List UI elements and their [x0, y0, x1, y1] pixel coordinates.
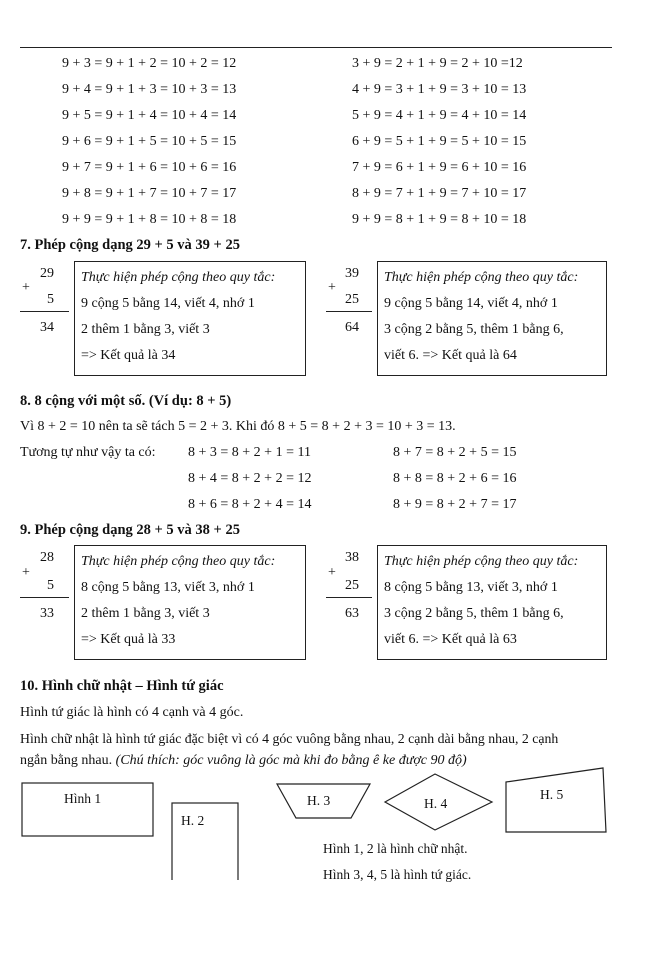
result: 63 — [345, 606, 359, 621]
sum-line-divider — [326, 311, 372, 312]
caption-rectangles: Hình 1, 2 là hình chữ nhật. — [323, 841, 468, 856]
addend-bottom: 25 — [345, 292, 359, 307]
sum-line-divider — [326, 597, 372, 598]
figure-5-label: H. 5 — [540, 787, 564, 802]
sum-line: 3 + 9 = 2 + 1 + 9 = 2 + 10 =12 — [352, 56, 523, 71]
sum-line: 8 + 9 = 7 + 1 + 9 = 7 + 10 = 17 — [352, 186, 527, 201]
result: 64 — [345, 320, 359, 335]
result: 33 — [40, 606, 54, 621]
rule-title: Thực hiện phép cộng theo quy tắc: — [384, 270, 579, 285]
sum-line: 9 + 4 = 9 + 1 + 3 = 10 + 3 = 13 — [62, 82, 237, 97]
figure-2-label: H. 2 — [181, 813, 205, 828]
figure-3-label: H. 3 — [307, 793, 331, 808]
addend-bottom: 25 — [345, 578, 359, 593]
plus-sign: + — [22, 280, 30, 295]
caption-quadrilaterals: Hình 3, 4, 5 là hình tứ giác. — [323, 867, 472, 882]
addend-bottom: 5 — [47, 578, 54, 593]
sum-line: 6 + 9 = 5 + 1 + 9 = 5 + 10 = 15 — [352, 134, 527, 149]
example-line: 8 + 8 = 8 + 2 + 6 = 16 — [393, 471, 517, 486]
rule-step: 9 cộng 5 bằng 14, viết 4, nhớ 1 — [384, 296, 558, 311]
section-10-paragraph-1: Hình tứ giác là hình có 4 cạnh và 4 góc. — [20, 705, 244, 720]
figure-4-label: H. 4 — [424, 796, 448, 811]
sum-line: 9 + 5 = 9 + 1 + 4 = 10 + 4 = 14 — [62, 108, 237, 123]
rule-box — [377, 545, 607, 660]
section-8-intro: Vì 8 + 2 = 10 nên ta sẽ tách 5 = 2 + 3. Khi đó 8 + 5 = 8 + 2 + 3 = 10 + 3 = 13. — [20, 419, 456, 434]
section-8-heading: 8. 8 cộng với một số. (Ví dụ: 8 + 5) — [20, 393, 232, 409]
rule-step: viết 6. => Kết quả là 63 — [384, 632, 517, 647]
plus-sign: + — [328, 280, 336, 295]
sum-line: 9 + 9 = 8 + 1 + 9 = 8 + 10 = 18 — [352, 212, 527, 227]
rule-step: => Kết quả là 33 — [81, 632, 176, 647]
rule-step: => Kết quả là 34 — [81, 348, 176, 363]
section-9-heading: 9. Phép cộng dạng 28 + 5 và 38 + 25 — [20, 522, 240, 538]
rule-step: 3 cộng 2 bằng 5, thêm 1 bằng 6, — [384, 322, 564, 337]
sum-line-divider — [20, 311, 69, 312]
addend-top: 28 — [40, 550, 54, 565]
sum-line: 9 + 7 = 9 + 1 + 6 = 10 + 6 = 16 — [62, 160, 237, 175]
example-line: 8 + 3 = 8 + 2 + 1 = 11 — [188, 445, 311, 460]
section-10-paragraph-2a: Hình chữ nhật là hình tứ giác đặc biệt vì có 4 góc vuông bằng nhau, 2 cạnh dài bằng nhau, 2 cạnh — [20, 731, 559, 746]
rule-box — [377, 261, 607, 376]
rule-step: 8 cộng 5 bằng 13, viết 3, nhớ 1 — [81, 580, 255, 595]
right-angle-note: (Chú thích: góc vuông là góc mà khi đo bằng ê ke được 90 độ) — [115, 753, 467, 768]
plus-sign: + — [22, 565, 30, 580]
example-line: 8 + 9 = 8 + 2 + 7 = 17 — [393, 497, 517, 512]
example-line: 8 + 6 = 8 + 2 + 4 = 14 — [188, 497, 312, 512]
plus-sign: + — [328, 565, 336, 580]
rule-title: Thực hiện phép cộng theo quy tắc: — [81, 554, 276, 569]
sum-line: 9 + 3 = 9 + 1 + 2 = 10 + 2 = 12 — [62, 56, 237, 71]
rule-box — [74, 261, 306, 376]
rule-title: Thực hiện phép cộng theo quy tắc: — [81, 270, 276, 285]
section-7-heading: 7. Phép cộng dạng 29 + 5 và 39 + 25 — [20, 237, 240, 253]
sum-line: 4 + 9 = 3 + 1 + 9 = 3 + 10 = 13 — [352, 82, 527, 97]
figure-1-label: Hình 1 — [64, 791, 102, 806]
sum-line: 9 + 9 = 9 + 1 + 8 = 10 + 8 = 18 — [62, 212, 237, 227]
rule-step: 2 thêm 1 bằng 3, viết 3 — [81, 322, 210, 337]
rule-step: 3 cộng 2 bằng 5, thêm 1 bằng 6, — [384, 606, 564, 621]
sum-line: 9 + 8 = 9 + 1 + 7 = 10 + 7 = 17 — [62, 186, 237, 201]
sum-line: 9 + 6 = 9 + 1 + 5 = 10 + 5 = 15 — [62, 134, 237, 149]
sum-line: 7 + 9 = 6 + 1 + 9 = 6 + 10 = 16 — [352, 160, 527, 175]
addend-top: 38 — [345, 550, 359, 565]
rule-step: viết 6. => Kết quả là 64 — [384, 348, 517, 363]
result: 34 — [40, 320, 54, 335]
shapes-figure — [0, 760, 660, 880]
rule-step: 8 cộng 5 bằng 13, viết 3, nhớ 1 — [384, 580, 558, 595]
paragraph-text: ngắn bằng nhau. — [20, 753, 113, 768]
rule-step: 2 thêm 1 bằng 3, viết 3 — [81, 606, 210, 621]
example-line: 8 + 4 = 8 + 2 + 2 = 12 — [188, 471, 312, 486]
addend-top: 29 — [40, 266, 54, 281]
section-8-similar-label: Tương tự như vậy ta có: — [20, 445, 156, 460]
section-10-heading: 10. Hình chữ nhật – Hình tứ giác — [20, 678, 224, 694]
addend-bottom: 5 — [47, 292, 54, 307]
sum-line-divider — [20, 597, 69, 598]
sum-line: 5 + 9 = 4 + 1 + 9 = 4 + 10 = 14 — [352, 108, 527, 123]
rule-title: Thực hiện phép cộng theo quy tắc: — [384, 554, 579, 569]
top-rule — [20, 47, 612, 48]
addend-top: 39 — [345, 266, 359, 281]
rule-step: 9 cộng 5 bằng 14, viết 4, nhớ 1 — [81, 296, 255, 311]
rule-box — [74, 545, 306, 660]
example-line: 8 + 7 = 8 + 2 + 5 = 15 — [393, 445, 517, 460]
